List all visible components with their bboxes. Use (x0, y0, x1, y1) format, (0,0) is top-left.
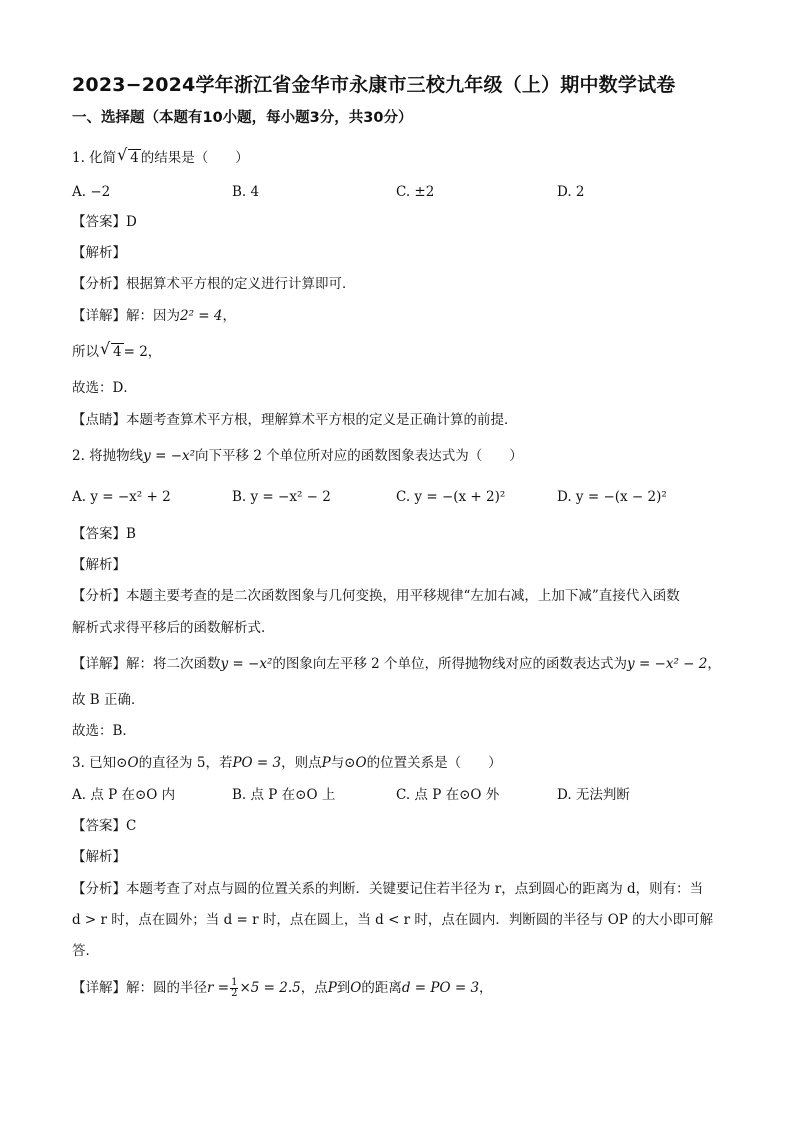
q3-option-a: A. 点 P 在⊙O 内 (72, 787, 176, 803)
sqrt-symbol: √ 4 (101, 342, 124, 362)
section-heading: 一、选择题（本题有10小题，每小题3分，共30分） (72, 110, 413, 126)
question-1-stem: 1. 化简√ 4 的结果是（ ） (72, 148, 249, 168)
q3-analysis-label: 【解析】 (72, 849, 126, 865)
question-3-stem: 3. 已知⊙O的直径为 5，若PO = 3，则点P与⊙O的位置关系是（ ） (72, 755, 502, 771)
q3-option-d: D. 无法判断 (557, 787, 630, 803)
q2-option-a: A. y = −x² + 2 (72, 489, 171, 505)
q1-choice: 故选：D． (72, 380, 137, 396)
fraction: $\frac{1}{2}$ (231, 977, 238, 999)
q1-option-a: A. −2 (72, 184, 111, 200)
q1-fenxi: 【分析】根据算术平方根的定义进行计算即可． (72, 276, 356, 292)
q1-option-b: B. 4 (232, 184, 260, 200)
q3-option-b: B. 点 P 在⊙O 上 (232, 787, 336, 803)
q1-option-d: D. 2 (557, 184, 585, 200)
q1-so: 所以√ 4 = 2， (72, 342, 161, 362)
q2-fenxi-line-2: 解析式求得平移后的函数解析式． (72, 620, 275, 636)
q2-fenxi-line-1: 【分析】本题主要考查的是二次函数图象与几何变换，用平移规律“左加右减，上加下减”直接代入函数 (72, 588, 680, 604)
q2-detail: 【详解】解：将二次函数y = −x²的图象向左平移 2 个单位，所得抛物线对应的函数表达式为y = −x² − 2， (72, 656, 721, 672)
q2-conclusion: 故 B 正确． (72, 692, 145, 708)
q3-fenxi-line-1: 【分析】本题考查了对点与圆的位置关系的判断．关键要记住若半径为 r，点到圆心的距离为 d，则有：当 (72, 881, 704, 897)
q1-answer: 【答案】D (72, 214, 137, 230)
q3-option-c: C. 点 P 在⊙O 外 (396, 787, 500, 803)
q1-analysis-label: 【解析】 (72, 245, 126, 261)
q2-option-b: B. y = −x² − 2 (232, 489, 331, 505)
q3-fenxi-line-2: d > r 时，点在圆外；当 d = r 时，点在圆上，当 d < r 时，点在圆内．判断圆的半径与 OP 的大小即可解 (72, 912, 714, 928)
q2-option-c: C. y = −(x + 2)² (396, 489, 506, 505)
page-title: 2023−2024学年浙江省金华市永康市三校九年级（上）期中数学试卷 (72, 74, 676, 96)
q1-option-c: C. ±2 (396, 184, 435, 200)
sqrt-symbol: √ 4 (118, 148, 141, 168)
question-2-stem: 2. 将抛物线y = −x²向下平移 2 个单位所对应的函数图象表达式为（ ） (72, 448, 523, 464)
q1-detail: 【详解】解：因为2² = 4， (72, 308, 236, 324)
q2-option-d: D. y = −(x − 2)² (557, 489, 667, 505)
q3-answer: 【答案】C (72, 818, 137, 834)
q3-detail: 【详解】解：圆的半径r = $\frac{1}{2}$ ×5 = 2.5，点P到O的距离d = PO = 3， (72, 977, 493, 999)
q2-choice: 故选：B． (72, 723, 136, 739)
q1-dianjing: 【点睛】本题考查算术平方根，理解算术平方根的定义是正确计算的前提． (72, 412, 518, 428)
q3-fenxi-line-3: 答． (72, 943, 99, 959)
q2-answer: 【答案】B (72, 526, 136, 542)
q2-analysis-label: 【解析】 (72, 557, 126, 573)
